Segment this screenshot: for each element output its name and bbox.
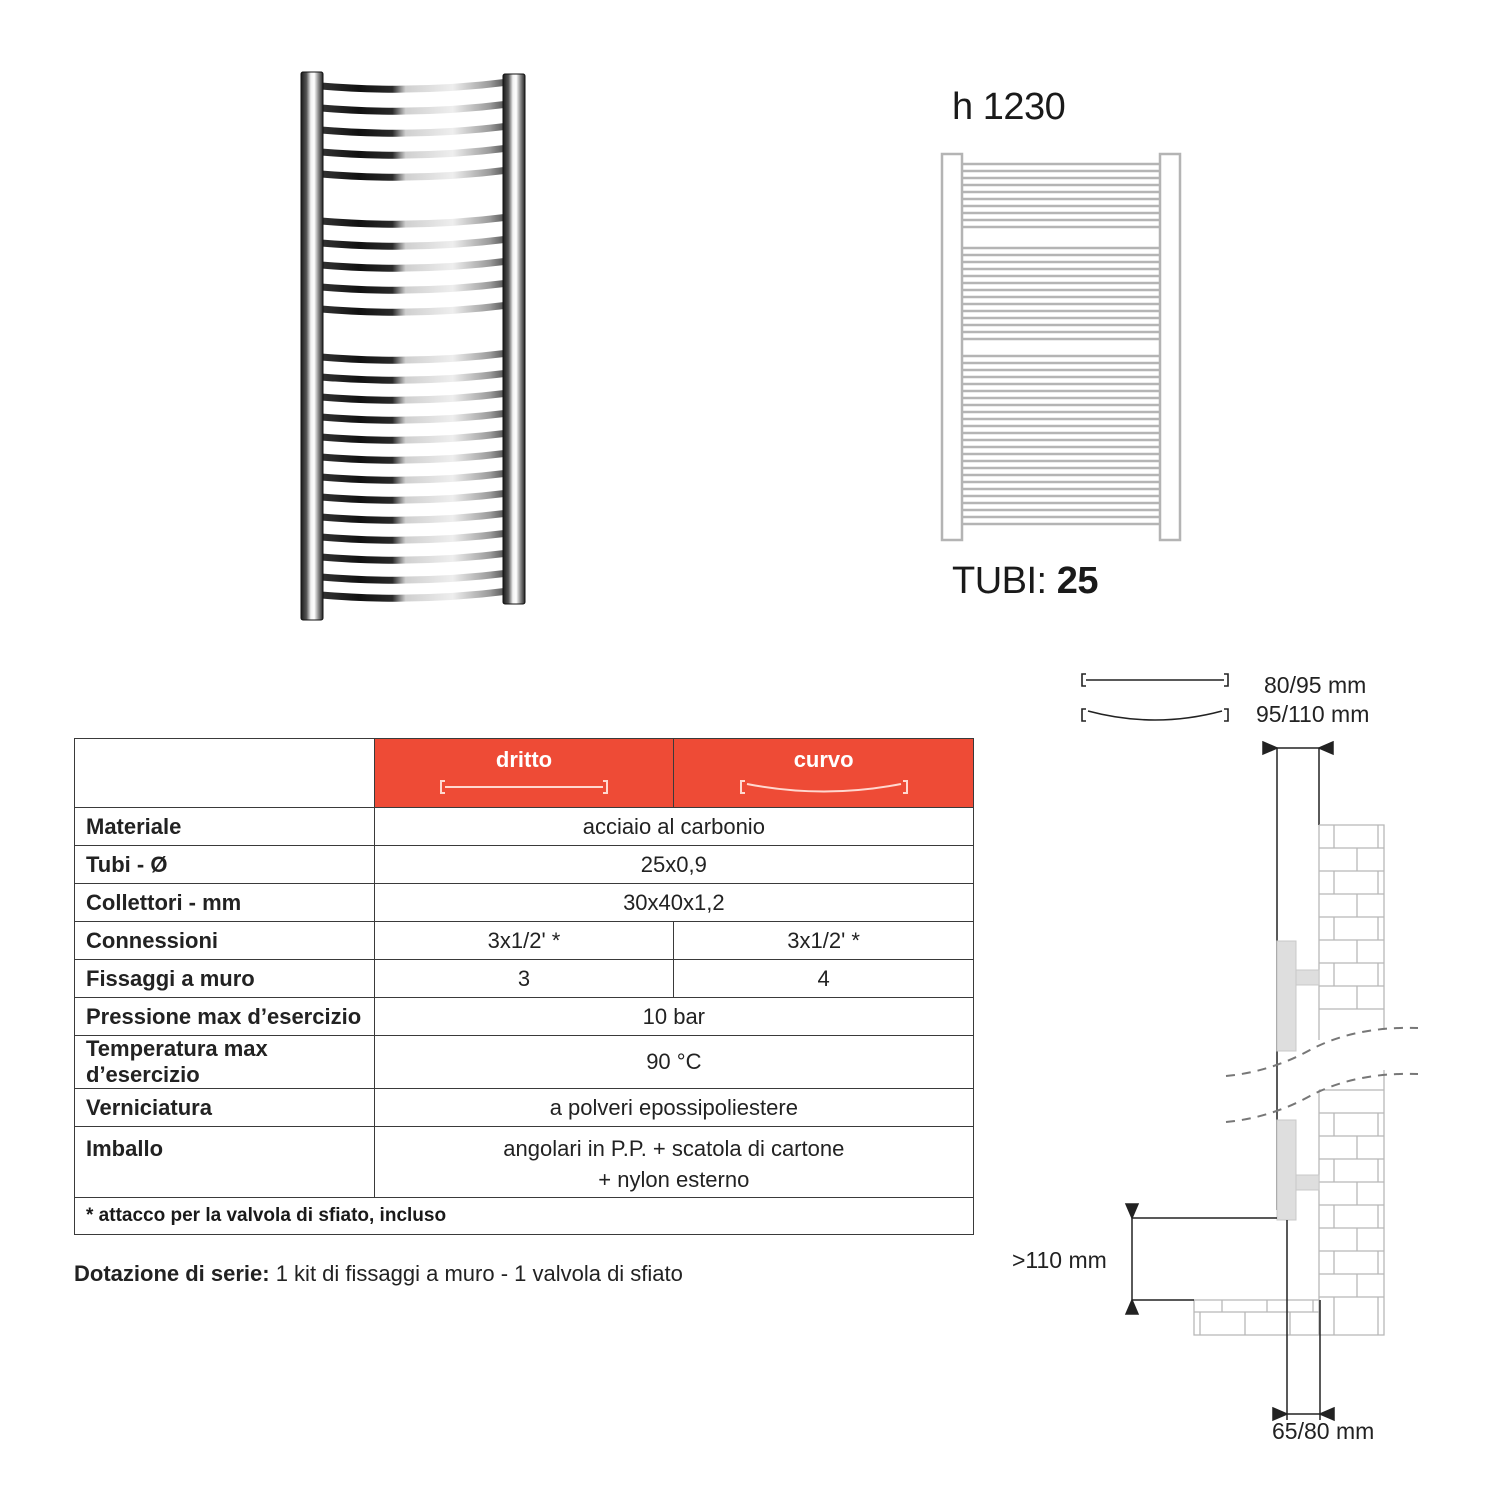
table-row bbox=[75, 922, 974, 960]
height-label: h 1230 bbox=[952, 86, 1066, 128]
floor-clearance-label: >110 mm bbox=[1012, 1247, 1107, 1273]
standard-equipment-label: Dotazione di serie: bbox=[74, 1261, 270, 1286]
tubes-count-label bbox=[952, 560, 1098, 603]
header-dritto-label: dritto bbox=[495, 747, 553, 772]
curved-depth-label: 95/110 mm bbox=[1256, 701, 1370, 727]
product-photo-radiator bbox=[295, 66, 535, 626]
table-row bbox=[75, 846, 974, 884]
curved-tube-icon bbox=[1080, 703, 1230, 725]
header-curvo-label: curvo bbox=[793, 747, 854, 772]
row-value-dritto: 3x1/2' * bbox=[374, 922, 674, 960]
table-row bbox=[75, 1127, 974, 1198]
table-row bbox=[75, 1036, 974, 1089]
row-value-curvo: 4 bbox=[674, 960, 974, 998]
row-label: Verniciatura bbox=[75, 1089, 375, 1127]
table-footnote-row bbox=[75, 1198, 974, 1235]
row-label: Pressione max d’esercizio bbox=[75, 998, 375, 1036]
tubes-prefix: TUBI: bbox=[952, 560, 1057, 602]
row-value-line2: + nylon esterno bbox=[598, 1167, 750, 1192]
row-label: Imballo bbox=[75, 1127, 375, 1198]
row-label: Materiale bbox=[75, 808, 375, 846]
tubes-count: 25 bbox=[1056, 560, 1098, 602]
row-value: acciaio al carbonio bbox=[374, 808, 973, 846]
table-header-row bbox=[75, 739, 974, 808]
row-value: a polveri epossipoliestere bbox=[374, 1089, 973, 1127]
row-value-curvo: 3x1/2' * bbox=[674, 922, 974, 960]
table-row bbox=[75, 998, 974, 1036]
row-label: Tubi - Ø bbox=[75, 846, 375, 884]
table-row bbox=[75, 960, 974, 998]
header-curvo bbox=[674, 739, 974, 808]
row-value: 30x40x1,2 bbox=[374, 884, 973, 922]
row-label: Connessioni bbox=[75, 922, 375, 960]
header-blank-cell bbox=[75, 739, 375, 808]
table-row bbox=[75, 808, 974, 846]
radiator-schematic bbox=[938, 150, 1184, 546]
curved-tube-icon bbox=[739, 779, 909, 795]
row-value: 10 bar bbox=[374, 998, 973, 1036]
row-label: Fissaggi a muro bbox=[75, 960, 375, 998]
footnote: * attacco per la valvola di sfiato, incluso bbox=[75, 1198, 974, 1235]
spec-table bbox=[74, 738, 974, 1235]
standard-equipment bbox=[74, 1261, 683, 1287]
row-value-dritto: 3 bbox=[374, 960, 674, 998]
table-row bbox=[75, 1089, 974, 1127]
straight-depth-label: 80/95 mm bbox=[1264, 672, 1367, 698]
straight-tube-icon bbox=[1080, 672, 1230, 688]
row-value bbox=[374, 1127, 973, 1198]
header-dritto bbox=[374, 739, 674, 808]
standard-equipment-text: 1 kit di fissaggi a muro - 1 valvola di sfiato bbox=[269, 1261, 683, 1286]
row-label: Temperatura max d’esercizio bbox=[75, 1036, 375, 1089]
straight-tube-icon bbox=[439, 779, 609, 795]
installation-side-diagram bbox=[1000, 730, 1440, 1430]
wall-distance-label: 65/80 mm bbox=[1272, 1418, 1375, 1444]
row-label: Collettori - mm bbox=[75, 884, 375, 922]
table-row bbox=[75, 884, 974, 922]
row-value-line1: angolari in P.P. + scatola di cartone bbox=[503, 1136, 845, 1161]
row-value: 25x0,9 bbox=[374, 846, 973, 884]
row-value: 90 °C bbox=[374, 1036, 973, 1089]
